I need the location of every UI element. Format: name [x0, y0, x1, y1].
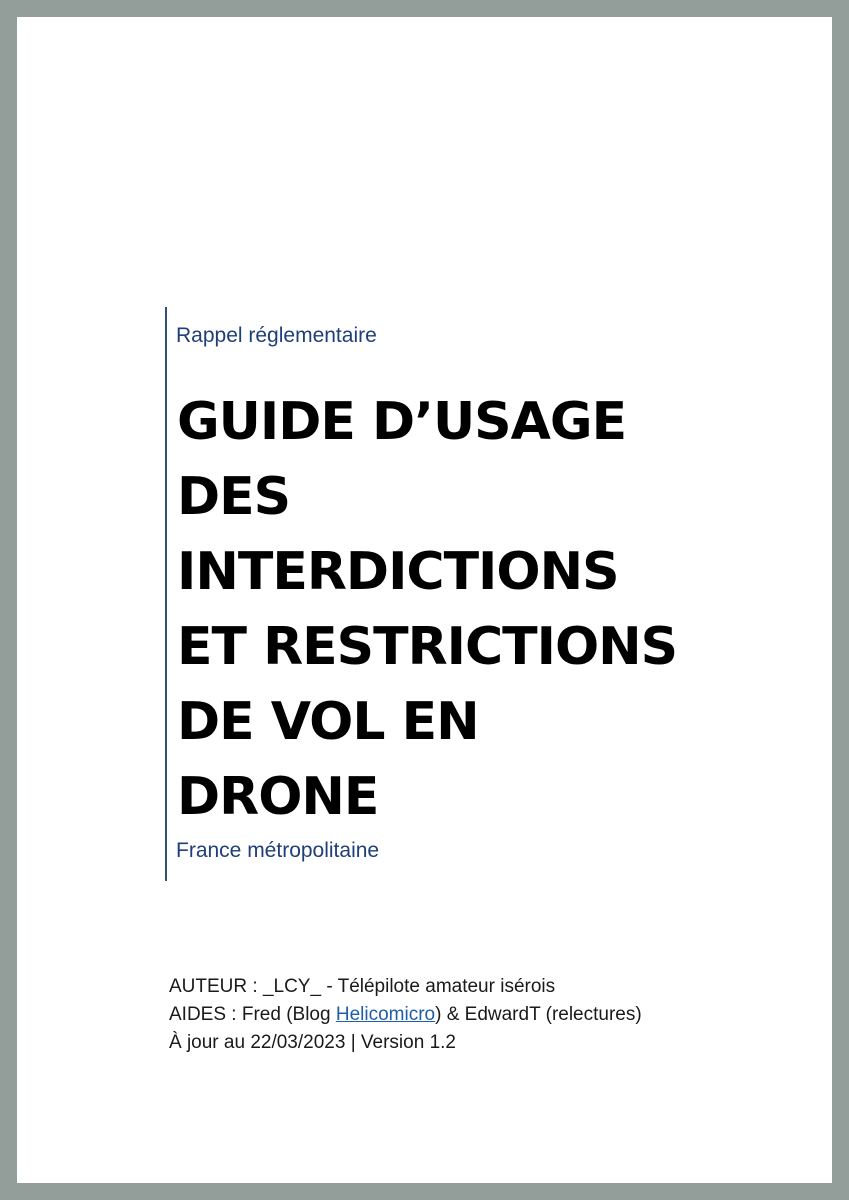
cover-page	[17, 17, 832, 1183]
helpers-prefix: AIDES : Fred (Blog	[169, 1004, 336, 1025]
document-title	[177, 385, 697, 835]
helicomicro-link[interactable]: Helicomicro	[335, 1004, 436, 1025]
author-line: AUTEUR : _LCY_ - Télépilote amateur isérois	[169, 976, 556, 997]
title-line: GUIDE D’USAGE	[177, 392, 627, 452]
title-block	[165, 307, 687, 881]
title-line: ET RESTRICTIONS	[177, 617, 678, 677]
title-line: DES	[177, 467, 291, 527]
document-region: France métropolitaine	[176, 839, 380, 862]
helpers-line	[169, 1001, 789, 1029]
document-kicker: Rappel réglementaire	[176, 324, 377, 347]
update-line: À jour au 22/03/2023 | Version 1.2	[169, 1032, 456, 1053]
helpers-suffix: ) & EdwardT (relectures)	[435, 1004, 642, 1025]
title-line: INTERDICTIONS	[177, 542, 619, 602]
title-line: DRONE	[177, 767, 379, 827]
credits-block	[169, 973, 789, 1057]
title-line: DE VOL EN	[177, 692, 479, 752]
